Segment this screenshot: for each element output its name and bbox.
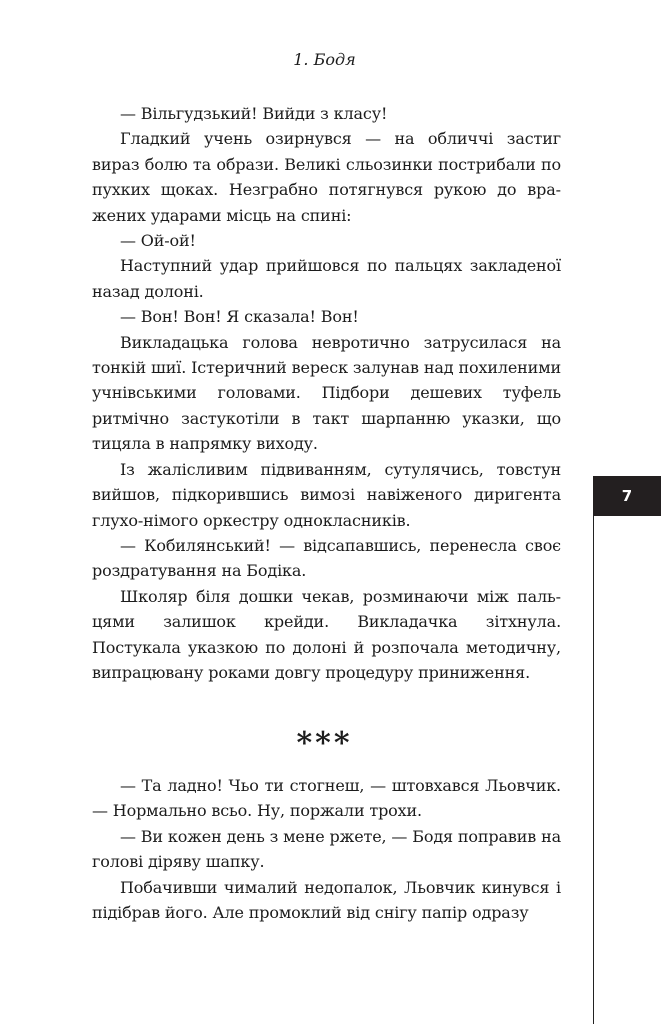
paragraph: Викладацька голова невротично затрусилася на тонкій шиї. Істеричний вереск залунав над похиленими учнівськими головами. Підбори дешевих туфель ритмічно застукотіли в такт шарпанню указки, що тицяла в напрямку виходу. [92, 332, 561, 454]
paragraph: — Ой-ой! [120, 231, 196, 251]
section-separator: *** [296, 726, 353, 761]
running-head: 1. Бодя [293, 50, 356, 69]
paragraph: Наступний удар прийшовся по пальцях закладеної назад долоні. [92, 256, 561, 301]
text-section-1 [92, 101, 561, 685]
paragraph: — Та ладно! Чьо ти стогнеш, — штовхався Льовчик. — Нормально всьо. Ну, поржали трохи. [92, 776, 561, 821]
page-edge-line [593, 476, 594, 1024]
paragraph: — Кобилянський! — відсапавшись, перенесла своє роздратування на Бодіка. [92, 535, 561, 581]
paragraph: — Вільгудзький! Вийди з класу! [120, 104, 388, 123]
paragraph: Побачивши чималий недопалок, Льовчик кинувся і підібрав його. Але промоклий від снігу папір одразу [92, 877, 561, 923]
text-section-2 [92, 773, 561, 925]
paragraph: Гладкий учень озирнувся — на обличчі застиг вираз болю та образи. Великі сльозинки пострибали по пухких щоках. Незграбно потягнувся рукою до вражених ударами місць на спині: [92, 129, 561, 225]
paragraph: — Ви кожен день з мене ржете, — Бодя поправив на голові діряву шапку. [92, 826, 561, 872]
page-number: 7 [621, 487, 633, 505]
page-number-tab [593, 476, 661, 516]
paragraph: — Вон! Вон! Я сказала! Вон! [120, 307, 359, 327]
paragraph: Школяр біля дошки чекав, розминаючи між пальцями залишок крейди. Викладачка зітхнула. Постукала указкою по долоні й розпочала методичну, випрацювану роками довгу процедуру приниження. [92, 586, 561, 682]
paragraph: Із жалісливим підвиванням, сутулячись, товстун вийшов, підкорившись вимозі навіженого диригента глухо-німого оркестру однокласників. [92, 459, 561, 530]
